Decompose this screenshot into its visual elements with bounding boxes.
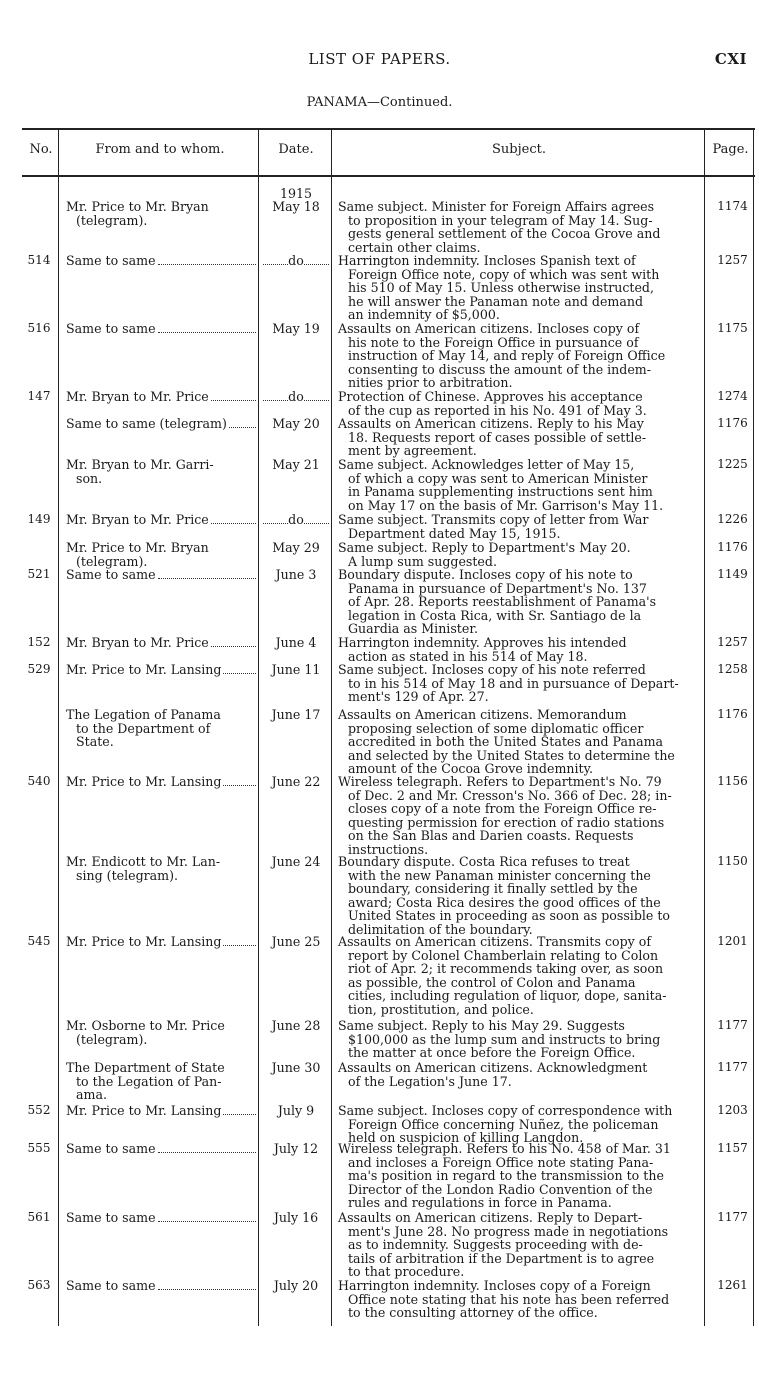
page-reference: 1150 (717, 854, 748, 868)
subject-line: Protection of Chinese. Approves his acceptance (338, 389, 643, 404)
subject-line: Wireless telegraph. Refers to his No. 458 of Mar. 31 (338, 1141, 671, 1156)
subject-line: instruction of May 14, and reply of Foreign Office (348, 348, 666, 364)
subject-line: Office note stating that his note has been referred (348, 1291, 670, 1307)
column-divider (331, 128, 332, 1326)
subject-line: Same subject. Incloses copy of correspondence with (338, 1103, 673, 1118)
date-cell: May 21 (272, 457, 320, 472)
subject-line: Foreign Office note, copy of which was sent with (348, 266, 660, 282)
subject-line: of which a copy was sent to American Minister (348, 470, 648, 486)
from-line: (telegram). (76, 553, 148, 569)
page-reference: 1203 (717, 1103, 748, 1117)
from-to-cell (66, 1279, 256, 1293)
papers-table (22, 128, 755, 1326)
from-line: Mr. Price to Mr. Lansing (66, 935, 256, 949)
from-line: Same to same (telegram) (66, 417, 256, 431)
subject-line: United States in proceeding as soon as possible to (348, 908, 671, 924)
from-to-cell (66, 200, 256, 227)
subject-cell (338, 568, 696, 636)
subject-line: of Apr. 28. Reports reestablishment of Panama's (348, 594, 657, 610)
subject-line: as possible, the control of Colon and Panama (348, 974, 636, 990)
subject-line: Same subject. Minister for Foreign Affairs agrees (338, 199, 655, 214)
subject-line: Wireless telegraph. Refers to Department's No. 79 (338, 774, 662, 789)
from-line: to the Legation of Pan- (76, 1073, 222, 1089)
from-line: Mr. Price to Mr. Lansing (66, 775, 256, 789)
from-to-cell (66, 1211, 256, 1225)
from-to-cell (66, 636, 256, 650)
subject-cell (338, 513, 696, 540)
dot-leader (263, 255, 288, 265)
from-to-cell (66, 568, 256, 582)
subject-line: Guardia as Minister. (348, 621, 478, 637)
subject-line: cities, including regulation of liquor, dope, sanita- (348, 988, 667, 1004)
subject-line: certain other claims. (348, 239, 481, 255)
subject-line: rules and regulations in force in Panama. (348, 1195, 612, 1211)
subject-line: amount of the Cocoa Grove indemnity. (348, 761, 594, 777)
from-line: Same to same (66, 1279, 256, 1293)
date-cell: May 20 (272, 416, 320, 431)
from-to-cell (66, 390, 256, 404)
entry-number: 561 (27, 1210, 51, 1224)
dot-leader (211, 514, 256, 524)
dot-leader (158, 1280, 256, 1290)
from-to-cell (66, 708, 256, 749)
from-line: Same to same (66, 322, 256, 336)
from-line: Mr. Bryan to Mr. Price (66, 636, 256, 650)
from-line: to the Department of (76, 720, 211, 736)
entry-number: 540 (27, 774, 51, 788)
subject-line: closes copy of a note from the Foreign Office re- (348, 801, 657, 817)
subject-line: ment's 129 of Apr. 27. (348, 689, 489, 705)
from-line: (telegram). (76, 212, 148, 228)
from-to-cell (66, 541, 256, 568)
date-cell: June 4 (275, 635, 317, 650)
subject-line: and selected by the United States to determine the (348, 747, 675, 763)
subject-line: award; Costa Rica desires the good offices of the (348, 894, 661, 910)
subject-line: Assaults on American citizens. Acknowledgment (338, 1060, 648, 1075)
entry-number: 149 (27, 512, 51, 526)
entry-number: 514 (27, 253, 51, 267)
from-to-cell (66, 935, 256, 949)
from-line: The Legation of Panama (66, 707, 221, 722)
dot-leader (223, 936, 256, 946)
subject-line: Same subject. Acknowledges letter of May 15, (338, 457, 635, 472)
date-cell: June 30 (271, 1060, 321, 1075)
table-header-rule (22, 175, 755, 177)
subject-cell (338, 458, 696, 512)
subject-line: 18. Requests report of cases possible of settle- (348, 429, 647, 445)
year-label: 1915 (279, 186, 313, 201)
dot-leader (158, 323, 256, 333)
date-cell: June 28 (271, 1018, 321, 1033)
page-reference: 1149 (717, 567, 748, 581)
entry-number: 529 (27, 662, 51, 676)
column-divider (258, 128, 259, 1326)
subject-cell (338, 541, 696, 568)
entry-number: 516 (27, 321, 51, 335)
column-header-page: Page. (712, 142, 749, 157)
dot-leader (263, 514, 288, 524)
ditto-mark: do (288, 512, 304, 527)
dot-leader (158, 1143, 256, 1153)
date-cell: June 25 (271, 934, 321, 949)
from-to-cell (66, 417, 256, 431)
subject-line: Assaults on American citizens. Incloses copy of (338, 321, 640, 336)
dot-leader (211, 391, 256, 401)
date-cell: June 3 (275, 567, 317, 582)
page-reference: 1177 (717, 1060, 748, 1074)
subject-line: to that procedure. (348, 1264, 465, 1280)
page-reference: 1226 (717, 512, 748, 526)
page-reference: 1176 (717, 540, 748, 554)
subject-cell (338, 855, 696, 937)
page-reference: 1257 (717, 635, 748, 649)
from-line: (telegram). (76, 1031, 148, 1047)
from-line: son. (76, 470, 103, 486)
subject-line: boundary, considering it finally settled by the (348, 881, 638, 897)
subject-cell (338, 1104, 696, 1145)
subject-line: with the new Panaman minister concerning the (348, 867, 651, 883)
column-header-from: From and to whom. (95, 142, 225, 157)
from-to-cell (66, 775, 256, 789)
subject-line: Director of the London Radio Convention of the (348, 1181, 653, 1197)
subject-line: Panama in pursuance of Department's No. 137 (348, 580, 647, 596)
subject-line: delimitation of the boundary. (348, 921, 533, 937)
subject-line: to proposition in your telegram of May 14. Sug- (348, 212, 653, 228)
from-line: The Department of State (66, 1060, 225, 1075)
page-reference: 1177 (717, 1210, 748, 1224)
dot-leader (158, 569, 256, 579)
subject-line: of the Legation's June 17. (348, 1073, 512, 1089)
subject-line: ma's position in regard to the transmission to the (348, 1168, 664, 1184)
subject-line: Boundary dispute. Costa Rica refuses to treat (338, 854, 630, 869)
subject-line: he will answer the Panaman note and demand (348, 293, 644, 309)
page-reference: 1261 (717, 1278, 748, 1292)
subject-line: Same subject. Transmits copy of letter from War (338, 512, 649, 527)
column-divider (58, 128, 59, 1326)
from-line: Mr. Price to Mr. Bryan (66, 540, 209, 555)
subject-line: Assaults on American citizens. Reply to his May (338, 416, 644, 431)
subject-line: Same subject. Reply to his May 29. Suggests (338, 1018, 625, 1033)
page-reference: 1174 (717, 199, 748, 213)
date-cell: June 24 (271, 854, 321, 869)
column-header-date: Date. (278, 142, 314, 157)
subject-cell (338, 390, 696, 417)
entry-number: 552 (27, 1103, 51, 1117)
date-cell: June 22 (271, 774, 321, 789)
page-reference: 1225 (717, 457, 748, 471)
from-line: Mr. Endicott to Mr. Lan- (66, 854, 221, 869)
subject-line: Assaults on American citizens. Reply to Depart- (338, 1210, 643, 1225)
date-cell: July 12 (273, 1141, 319, 1156)
page-reference: 1177 (717, 1018, 748, 1032)
subject-line: accredited in both the United States and Panama (348, 734, 664, 750)
subject-line: questing permission for erection of radio stations (348, 814, 665, 830)
subject-cell (338, 322, 696, 390)
subject-cell (338, 775, 696, 857)
date-cell: July 9 (277, 1103, 315, 1118)
subject-line: ment's June 28. No progress made in negotiations (348, 1223, 669, 1239)
subject-cell (338, 1279, 696, 1320)
subject-cell (338, 663, 696, 704)
page-reference: 1157 (717, 1141, 748, 1155)
entry-number: 521 (27, 567, 51, 581)
from-line: sing (telegram). (76, 867, 179, 883)
date-cell: May 29 (272, 540, 320, 555)
from-line: Mr. Bryan to Mr. Price (66, 513, 256, 527)
subject-line: Harrington indemnity. Incloses copy of a Foreign (338, 1278, 651, 1293)
subject-line: Same subject. Reply to Department's May 20. (338, 540, 631, 555)
page-reference: 1258 (717, 662, 748, 676)
subject-line: of the cup as reported in his No. 491 of May 3. (348, 402, 647, 418)
from-line: Same to same (66, 254, 256, 268)
subject-line: his note to the Foreign Office in pursuance of (348, 334, 639, 350)
dot-leader (223, 776, 256, 786)
subject-line: Same subject. Incloses copy of his note referred (338, 662, 646, 677)
subject-line: of Dec. 2 and Mr. Cresson's No. 366 of Dec. 28; in- (348, 787, 672, 803)
section-subtitle: PANAMA—Continued. (306, 95, 453, 110)
subject-line: report by Colonel Chamberlain relating to Colon (348, 947, 659, 963)
date-cell (263, 390, 329, 404)
ditto-mark: do (288, 389, 304, 404)
from-to-cell (66, 1104, 256, 1118)
subject-line: Boundary dispute. Incloses copy of his note to (338, 567, 633, 582)
page-reference: 1257 (717, 253, 748, 267)
subject-cell (338, 1211, 696, 1279)
subject-line: Harrington indemnity. Approves his intended (338, 635, 627, 650)
subject-line: $100,000 as the lump sum and instructs to bring (348, 1031, 661, 1047)
from-line: Mr. Price to Mr. Lansing (66, 663, 256, 677)
subject-cell (338, 417, 696, 458)
page-number: CXI (714, 50, 747, 68)
subject-line: Assaults on American citizens. Memorandum (338, 707, 627, 722)
subject-line: proposing selection of some diplomatic officer (348, 720, 644, 736)
from-line: Mr. Bryan to Mr. Price (66, 390, 256, 404)
dot-leader (223, 1105, 256, 1115)
subject-line: ment by agreement. (348, 443, 477, 459)
subject-line: in Panama supplementing instructions sent him (348, 484, 653, 500)
column-header-subject: Subject. (492, 142, 546, 157)
from-line: Mr. Price to Mr. Bryan (66, 199, 209, 214)
subject-line: legation in Costa Rica, with Sr. Santiago de la (348, 607, 642, 623)
dot-leader (304, 255, 329, 265)
from-to-cell (66, 1142, 256, 1156)
dot-leader (304, 514, 329, 524)
dot-leader (211, 637, 256, 647)
entry-number: 152 (27, 635, 51, 649)
from-to-cell (66, 1019, 256, 1046)
subject-cell (338, 1061, 696, 1088)
subject-line: his 510 of May 15. Unless otherwise instructed, (348, 280, 654, 296)
entry-number: 147 (27, 389, 51, 403)
dot-leader (223, 664, 256, 674)
subject-line: A lump sum suggested. (348, 553, 497, 569)
from-to-cell (66, 254, 256, 268)
entry-number: 555 (27, 1141, 51, 1155)
column-header-no: No. (29, 142, 53, 157)
date-cell (263, 513, 329, 527)
subject-cell (338, 708, 696, 776)
from-line: Same to same (66, 1142, 256, 1156)
subject-cell (338, 636, 696, 663)
from-to-cell (66, 458, 256, 485)
page-reference: 1176 (717, 707, 748, 721)
page-reference: 1156 (717, 774, 748, 788)
subject-line: Department dated May 15, 1915. (348, 525, 561, 541)
subject-cell (338, 1142, 696, 1210)
date-cell: June 11 (271, 662, 321, 677)
dot-leader (304, 391, 329, 401)
from-line: State. (76, 734, 114, 750)
subject-cell (338, 200, 696, 254)
from-line: ama. (76, 1087, 107, 1103)
subject-line: Harrington indemnity. Incloses Spanish text of (338, 253, 636, 268)
page-reference: 1176 (717, 416, 748, 430)
subject-cell (338, 935, 696, 1017)
from-line: Mr. Price to Mr. Lansing (66, 1104, 256, 1118)
date-cell: July 20 (273, 1278, 319, 1293)
page-reference: 1201 (717, 934, 748, 948)
subject-line: on May 17 on the basis of Mr. Garrison's May 11. (348, 497, 664, 513)
subject-line: to the consulting attorney of the office. (348, 1305, 598, 1321)
subject-line: the matter at once before the Foreign Office. (348, 1045, 636, 1061)
from-to-cell (66, 1061, 256, 1102)
subject-line: held on suspicion of killing Langdon. (348, 1130, 584, 1146)
page-reference: 1175 (717, 321, 748, 335)
subject-line: an indemnity of $5,000. (348, 307, 500, 323)
subject-cell (338, 254, 696, 322)
date-cell: June 17 (271, 707, 321, 722)
from-to-cell (66, 513, 256, 527)
entry-number: 545 (27, 934, 51, 948)
from-line: Mr. Osborne to Mr. Price (66, 1018, 225, 1033)
entry-number: 563 (27, 1278, 51, 1292)
dot-leader (263, 391, 288, 401)
from-to-cell (66, 663, 256, 677)
table-top-rule (22, 128, 755, 130)
subject-line: consenting to discuss the amount of the indem- (348, 361, 652, 377)
subject-line: instructions. (348, 841, 429, 857)
date-cell: May 18 (272, 199, 320, 214)
subject-line: tion, prostitution, and police. (348, 1001, 534, 1017)
subject-line: gests general settlement of the Cocoa Grove and (348, 226, 661, 242)
subject-line: nities prior to arbitration. (348, 375, 513, 391)
dot-leader (158, 255, 256, 265)
page-heading: LIST OF PAPERS. (308, 50, 451, 68)
subject-line: as to indemnity. Suggests proceeding with de- (348, 1237, 643, 1253)
subject-cell (338, 1019, 696, 1060)
subject-line: Foreign Office concerning Nuñez, the policeman (348, 1116, 659, 1132)
page-reference: 1274 (717, 389, 748, 403)
subject-line: Assaults on American citizens. Transmits copy of (338, 934, 651, 949)
dot-leader (158, 1212, 256, 1222)
dot-leader (229, 418, 256, 428)
subject-line: action as stated in his 514 of May 18. (348, 648, 588, 664)
subject-line: and incloses a Foreign Office note stating Pana- (348, 1154, 654, 1170)
ditto-mark: do (288, 253, 304, 268)
subject-line: riot of Apr. 2; it recommends taking over, as soon (348, 961, 664, 977)
column-divider (704, 128, 705, 1326)
from-to-cell (66, 855, 256, 882)
from-to-cell (66, 322, 256, 336)
date-cell: May 19 (272, 321, 320, 336)
subject-line: on the San Blas and Darien coasts. Requests (348, 828, 634, 844)
from-line: Mr. Bryan to Mr. Garri- (66, 457, 214, 472)
from-line: Same to same (66, 1211, 256, 1225)
date-cell: July 16 (273, 1210, 319, 1225)
from-line: Same to same (66, 568, 256, 582)
subject-line: tails of arbitration if the Department is to agree (348, 1250, 655, 1266)
date-cell (263, 254, 329, 268)
subject-line: to in his 514 of May 18 and in pursuance of Depart- (348, 675, 679, 691)
